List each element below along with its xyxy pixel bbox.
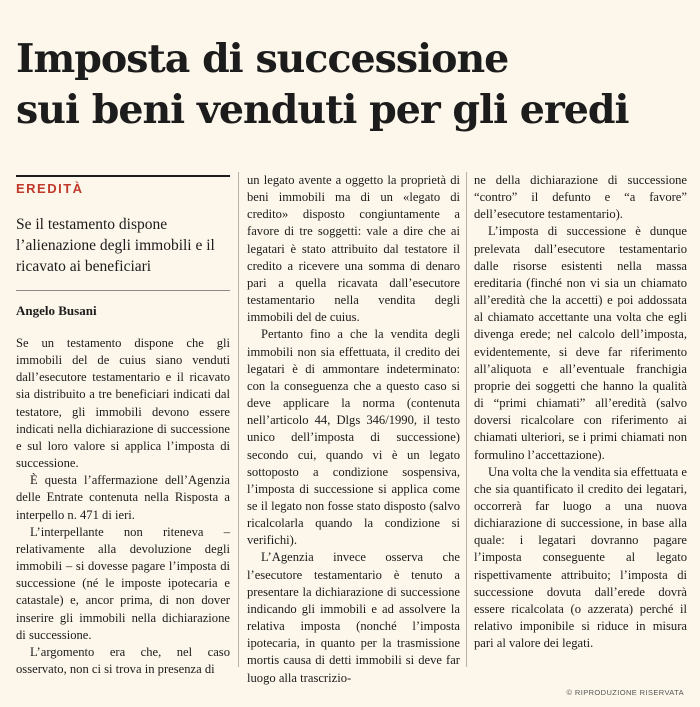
author-byline: Angelo Busani bbox=[16, 303, 97, 318]
headline bbox=[16, 34, 688, 136]
paragraph: Una volta che la vendita sia effettuata e che sia quantificato il credito dei legatari, occorrerà far luogo a una nuova dichiarazione di successione, in base alla quale: i legatari dovranno pagare l’imposta conseguente al legato rispettivamente attribuito; l’imposta di successione dovuta dall’erede dovrà essere ricalcolata (o azzerata) perché il relativo imponibile si riduce in misura pari al valore dei legati. bbox=[474, 464, 687, 651]
paragraph: L’imposta di successione è dunque prelevata dall’esecutore testamentario dalle risorse esistenti nella massa ereditaria (finché non vi sia un chiamato all’eredità che la accetti) e poi addossata al chiamato accettante una volta che egli divenga erede; nel calcolo dell’imposta, evidentemente, si deve far riferimento all’aliquota e all’eventuale franchigia proprie dei soggetti che hanno la qualità di “primi chiamati” all’eredità (salvo doversi ricalcolare con riferimento ai chiamati ulteriori, se i primi chiamati non formulino l’accettazione). bbox=[474, 224, 687, 462]
headline-line-2: sui beni venduti per gli eredi bbox=[16, 87, 629, 133]
paragraph: L’Agenzia invece osserva che l’esecutore testamentario è tenuto a presentare la dichiarazione di successione indicando gli immobili e ad assolvere la relativa imposta (nonché l’imposta ipotecaria, in quanto per la trasmissione mortis causa di detti immobili si deve far luogo alla trascrizio- bbox=[247, 550, 460, 685]
section-kicker: EREDITÀ bbox=[16, 181, 84, 196]
column-3 bbox=[474, 172, 687, 652]
article-subtitle: Se il testamento dispone l’alienazione degli immobili e il ricavato ai beneficiari bbox=[16, 216, 215, 275]
paragraph: un legato avente a oggetto la proprietà di beni immobili ma di un «legato di credito» disposto congiuntamente a favore di tre soggetti: vale a dire che ai legatari è stato attribuito dal testatore il credito a ricevere una somma di denaro pari a quella ricavata dall’esecutore testamentario nella vendita degli immobili del de cuius. bbox=[247, 173, 460, 325]
paragraph: L’interpellante non riteneva – relativamente alla devoluzione degli immobili – si dovesse pagare l’imposta di successione (né le imposte ipotecaria e catastale) e, ancor prima, di non dover inserire gli immobili nella dichiarazione di successione. bbox=[16, 524, 230, 642]
paragraph: ne della dichiarazione di successione “contro” il defunto e “a favore” dell’esecutore testamentario). bbox=[474, 173, 687, 222]
column-2 bbox=[247, 172, 460, 687]
paragraph: Se un testamento dispone che gli immobili del de cuius siano venduti dall’esecutore testamentario e il ricavato sia distribuito a tre beneficiari indicati dal testatore, gli immobili devono essere indicati nella dichiarazione di successione e sul loro valore si applica l’imposta di successione. bbox=[16, 336, 230, 471]
section-rule bbox=[16, 175, 230, 177]
subtitle-rule bbox=[16, 290, 230, 291]
column-1 bbox=[16, 335, 230, 678]
headline-line-1: Imposta di successione bbox=[16, 36, 509, 82]
column-divider bbox=[466, 172, 467, 667]
paragraph: L’argomento era che, nel caso osservato, non ci si trova in presenza di bbox=[16, 644, 230, 676]
paragraph: Pertanto fino a che la vendita degli immobili non sia effettuata, il credito dei legatari è di ammontare indeterminato: con la conseguenza che a questo caso si deve applicare la norma (contenuta nell’articolo 44, Dlgs 346/1990, il testo unico dell’imposta di successione) secondo cui, quando vi è un legato sottoposto a condizione sospensiva, l’imposta di successione si applica come se il legato non fosse stato disposto (salvo ricalcolarla quando la condizione si verifichi). bbox=[247, 327, 460, 548]
copyright-notice: © RIPRODUZIONE RISERVATA bbox=[566, 688, 684, 697]
column-divider bbox=[238, 172, 239, 667]
paragraph: È questa l’affermazione dell’Agenzia delle Entrate contenuta nella Risposta a interpello n. 471 di ieri. bbox=[16, 473, 230, 522]
